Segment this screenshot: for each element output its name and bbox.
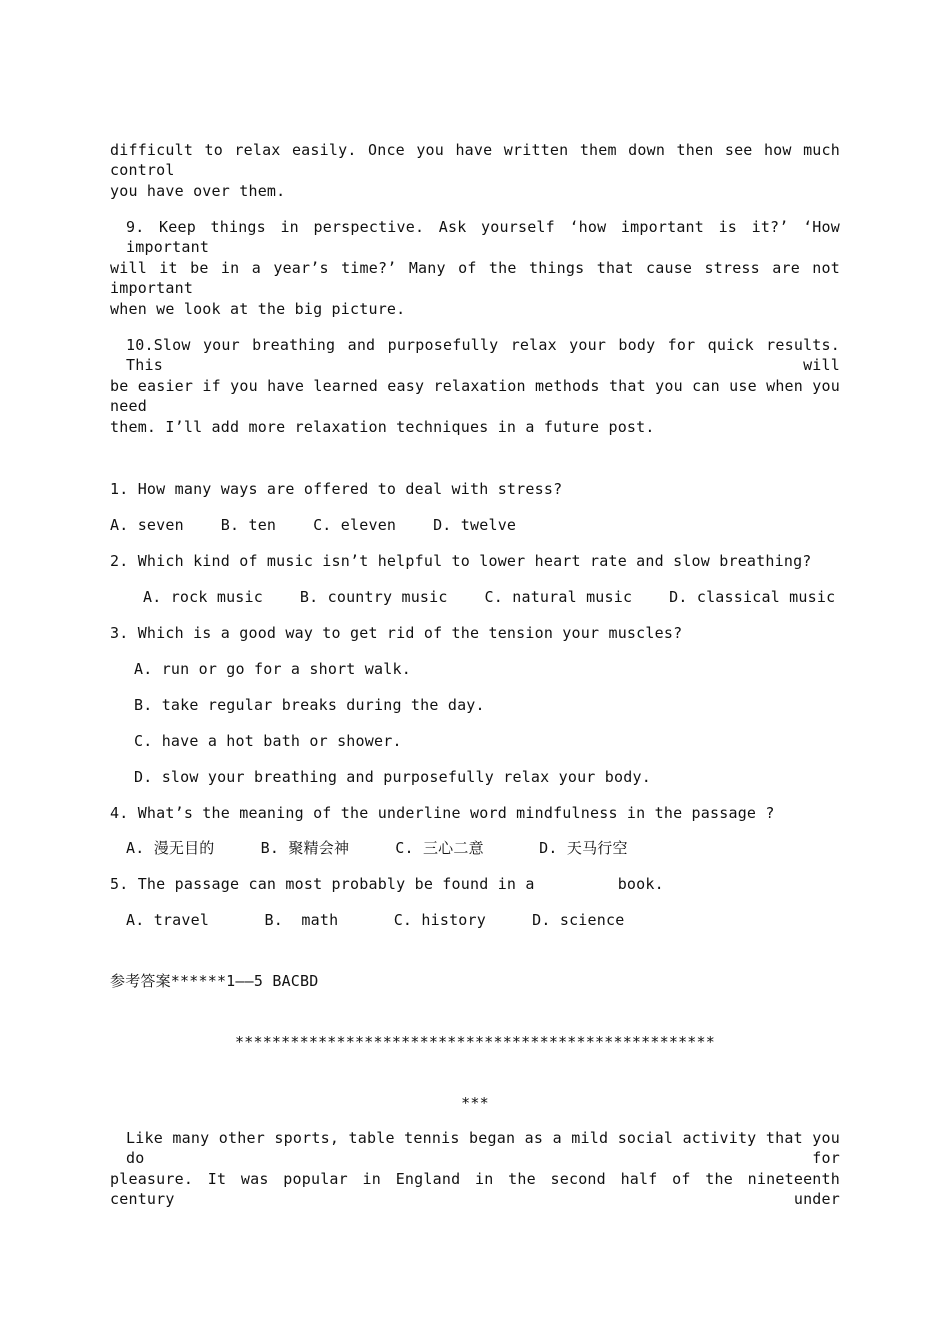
tip-10-line-2: be easier if you have learned easy relaxation methods that you can use when you need	[110, 377, 840, 415]
question-2-options: A. rock music B. country music C. natural music D. classical music	[143, 588, 836, 606]
question-4-options: A. 漫无目的 B. 聚精会神 C. 三心二意 D. 天马行空	[126, 839, 628, 857]
question-1: 1. How many ways are offered to deal with stress?	[110, 480, 563, 498]
question-3-option-d: D. slow your breathing and purposefully relax your body.	[134, 768, 651, 786]
question-5: 5. The passage can most probably be found in a book.	[110, 875, 664, 893]
question-1-options: A. seven B. ten C. eleven D. twelve	[110, 516, 517, 534]
answer-key: 参考答案******1——5 BACBD	[110, 972, 319, 990]
tip-10-line-1: 10.Slow your breathing and purposefully relax your body for quick results. This will	[126, 336, 840, 374]
tip-9-line-2: will it be in a year’s time?’ Many of the things that cause stress are not important	[110, 259, 840, 297]
question-5-options: A. travel B. math C. history D. science	[126, 911, 625, 929]
tip-10-line-3: them. I’ll add more relaxation techniques in a future post.	[110, 418, 655, 436]
passage-line: difficult to relax easily. Once you have written them down then see how much control	[110, 141, 840, 179]
question-3-option-b: B. take regular breaks during the day.	[134, 696, 485, 714]
question-3-option-a: A. run or go for a short walk.	[134, 660, 411, 678]
next-passage-line-1: Like many other sports, table tennis began as a mild social activity that you do for	[126, 1129, 840, 1167]
section-divider: ****************************************************	[235, 1033, 715, 1051]
question-4: 4. What’s the meaning of the underline word mindfulness in the passage ?	[110, 804, 775, 822]
tip-9-line-3: when we look at the big picture.	[110, 300, 406, 318]
tip-9-line-1: 9. Keep things in perspective. Ask yourself ‘how important is it?’ ‘How important	[126, 218, 840, 256]
question-3: 3. Which is a good way to get rid of the tension your muscles?	[110, 624, 683, 642]
small-divider: ***	[461, 1094, 489, 1112]
question-3-option-c: C. have a hot bath or shower.	[134, 732, 402, 750]
passage-line: you have over them.	[110, 182, 286, 200]
next-passage-line-2: pleasure. It was popular in England in the second half of the nineteenth century under	[110, 1170, 840, 1208]
question-2: 2. Which kind of music isn’t helpful to lower heart rate and slow breathing?	[110, 552, 812, 570]
